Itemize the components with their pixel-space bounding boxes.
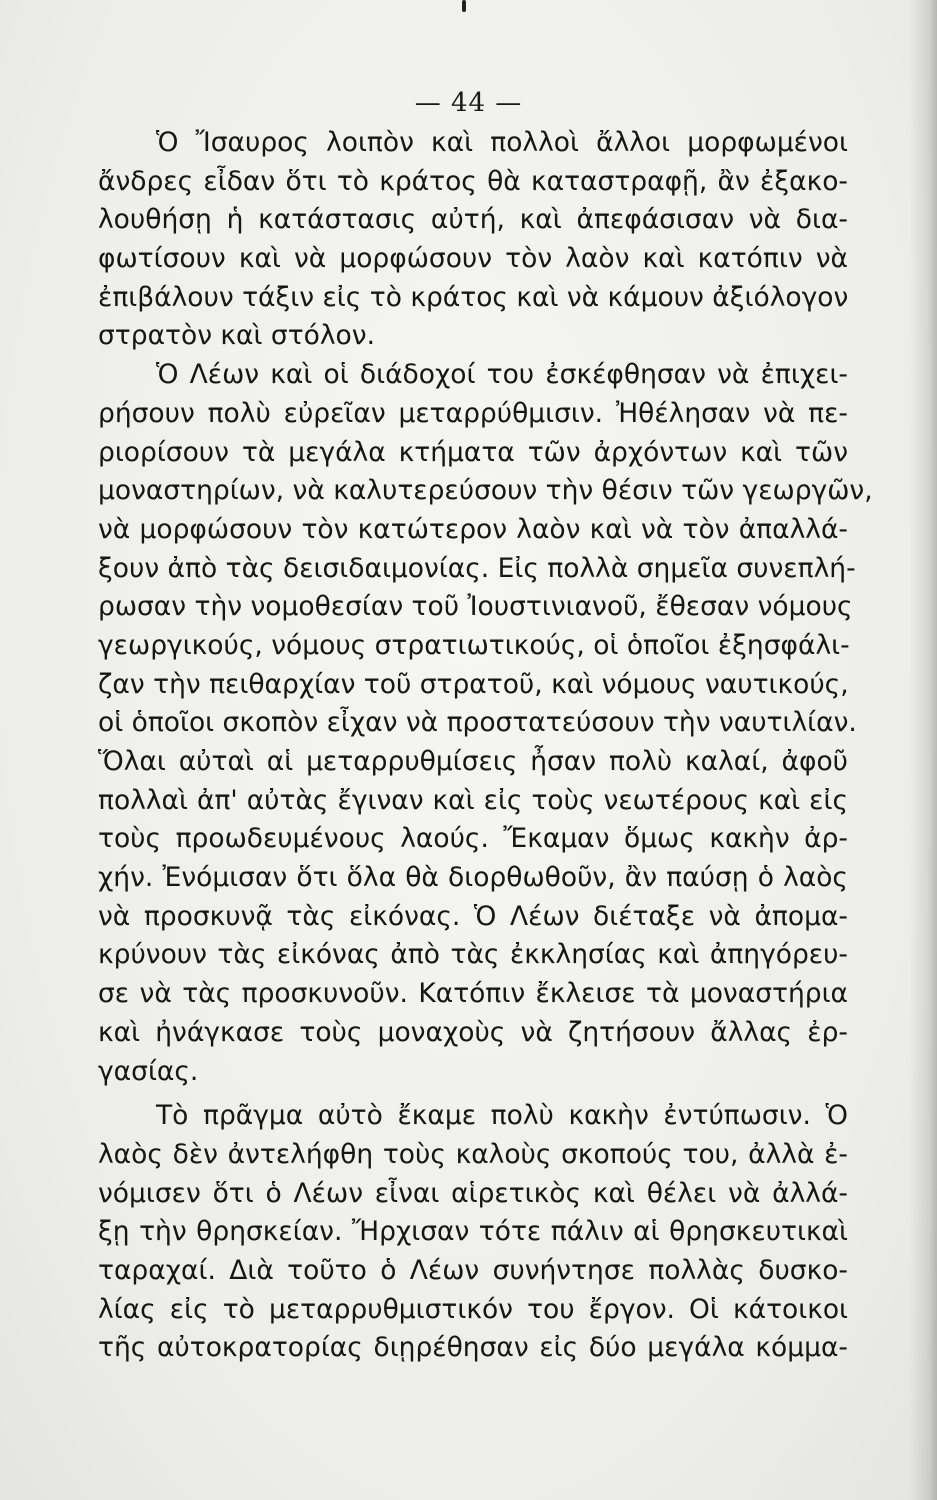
text-line: ἄνδρες εἶδαν ὅτι τὸ κράτος θὰ καταστραφῇ, ἂν ἐξακο- [98,165,848,197]
text-line: νὰ προσκυνᾷ τὰς εἰκόνας. Ὁ Λέων διέταξε νὰ ἀπομα- [98,900,848,932]
text-line: γεωργικούς, νόμους στρατιωτικούς, οἱ ὁποῖοι ἐξησφάλι- [98,629,850,661]
text-line: Ὅλαι αὐταὶ αἱ μεταρρυθμίσεις ἦσαν πολὺ καλαί, ἀφοῦ [98,746,848,777]
text-line: νὰ μορφώσουν τὸν κατώτερον λαὸν καὶ νὰ τὸν ἀπαλλά- [98,513,848,545]
text-line: τῆς αὐτοκρατορίας διῃρέθησαν εἰς δύο μεγάλα κόμμα- [98,1332,848,1364]
text-line: οἱ ὁποῖοι σκοπὸν εἶχαν νὰ προστατεύσουν τὴν ναυτιλίαν. [98,707,857,739]
page-edge-shadow [909,0,937,1500]
page-number: — 44 — [414,88,523,118]
text-line: ζαν τὴν πειθαρχίαν τοῦ στρατοῦ, καὶ νόμους ναυτικούς, [98,668,849,700]
text-line: στρατὸν καὶ στόλον. [98,320,375,352]
text-line: πολλαὶ ἀπ' αὐτὰς ἔγιναν καὶ εἰς τοὺς νεωτέρους καὶ εἰς [98,784,848,816]
text-line: λίας εἰς τὸ μεταρρυθμιστικόν του ἔργον. Οἱ κάτοικοι [98,1293,848,1325]
text-line: τοὺς προωδευμένους λαούς. Ἔκαμαν ὅμως κακὴν ἀρ- [98,823,848,855]
text-line: ἐπιβάλουν τάξιν εἰς τὸ κράτος καὶ νὰ κάμουν ἀξιόλογον [98,281,849,313]
text-line: ξῃ τὴν θρησκείαν. Ἤρχισαν τότε πάλιν αἱ θρησκευτικαὶ [98,1216,848,1248]
text-line: Ὁ Ἴσαυρος λοιπὸν καὶ πολλοὶ ἄλλοι μορφωμένοι [156,127,848,158]
text-line: μοναστηρίων, νὰ καλυτερεύσουν τὴν θέσιν τῶν γεωργῶν, [98,475,873,507]
text-line: Τὸ πρᾶγμα αὐτὸ ἔκαμε πολὺ κακὴν ἐντύπωσιν. Ὁ [156,1100,848,1132]
text-line: ταραχαί. Διὰ τοῦτο ὁ Λέων συνήντησε πολλὰς δυσκο- [98,1254,848,1286]
text-line: ριορίσουν τὰ μεγάλα κτήματα τῶν ἀρχόντων καὶ τῶν [98,436,848,468]
text-line: καὶ ἠνάγκασε τοὺς μοναχοὺς νὰ ζητήσουν ἄλλας ἐρ- [98,1016,848,1048]
text-line: νόμισεν ὅτι ὁ Λέων εἶναι αἱρετικὸς καὶ θέλει νὰ ἀλλά- [98,1177,848,1209]
text-line: λαὸς δὲν ἀντελήφθη τοὺς καλοὺς σκοπούς του, ἀλλὰ ἐ- [98,1138,848,1170]
text-line: ξουν ἀπὸ τὰς δεισιδαιμονίας. Εἰς πολλὰ σημεῖα συνεπλή- [98,552,856,584]
text-line: ρωσαν τὴν νομοθεσίαν τοῦ Ἰουστινιανοῦ, ἔθεσαν νόμους [98,591,853,623]
text-line: φωτίσουν καὶ νὰ μορφώσουν τὸν λαὸν καὶ κατόπιν νὰ [98,243,848,275]
text-line: χήν. Ἐνόμισαν ὅτι ὅλα θὰ διορθωθοῦν, ἂν παύσῃ ὁ λαὸς [98,862,848,894]
text-line: σε νὰ τὰς προσκυνοῦν. Κατόπιν ἔκλεισε τὰ μοναστήρια [98,978,848,1010]
body-text [98,124,873,1368]
text-line: γασίας. [98,1055,199,1087]
text-line: κρύνουν τὰς εἰκόνας ἀπὸ τὰς ἐκκλησίας καὶ ἀπηγόρευ- [98,939,848,971]
text-line: Ὁ Λέων καὶ οἱ διάδοχοί του ἐσκέφθησαν νὰ ἐπιχει- [156,359,848,391]
print-mark [462,0,466,12]
text-line: ρήσουν πολὺ εὐρεῖαν μεταρρύθμισιν. Ἠθέλησαν νὰ πε- [98,397,848,429]
text-line: λουθήσῃ ἡ κατάστασις αὐτή, καὶ ἀπεφάσισαν νὰ δια- [98,204,848,236]
